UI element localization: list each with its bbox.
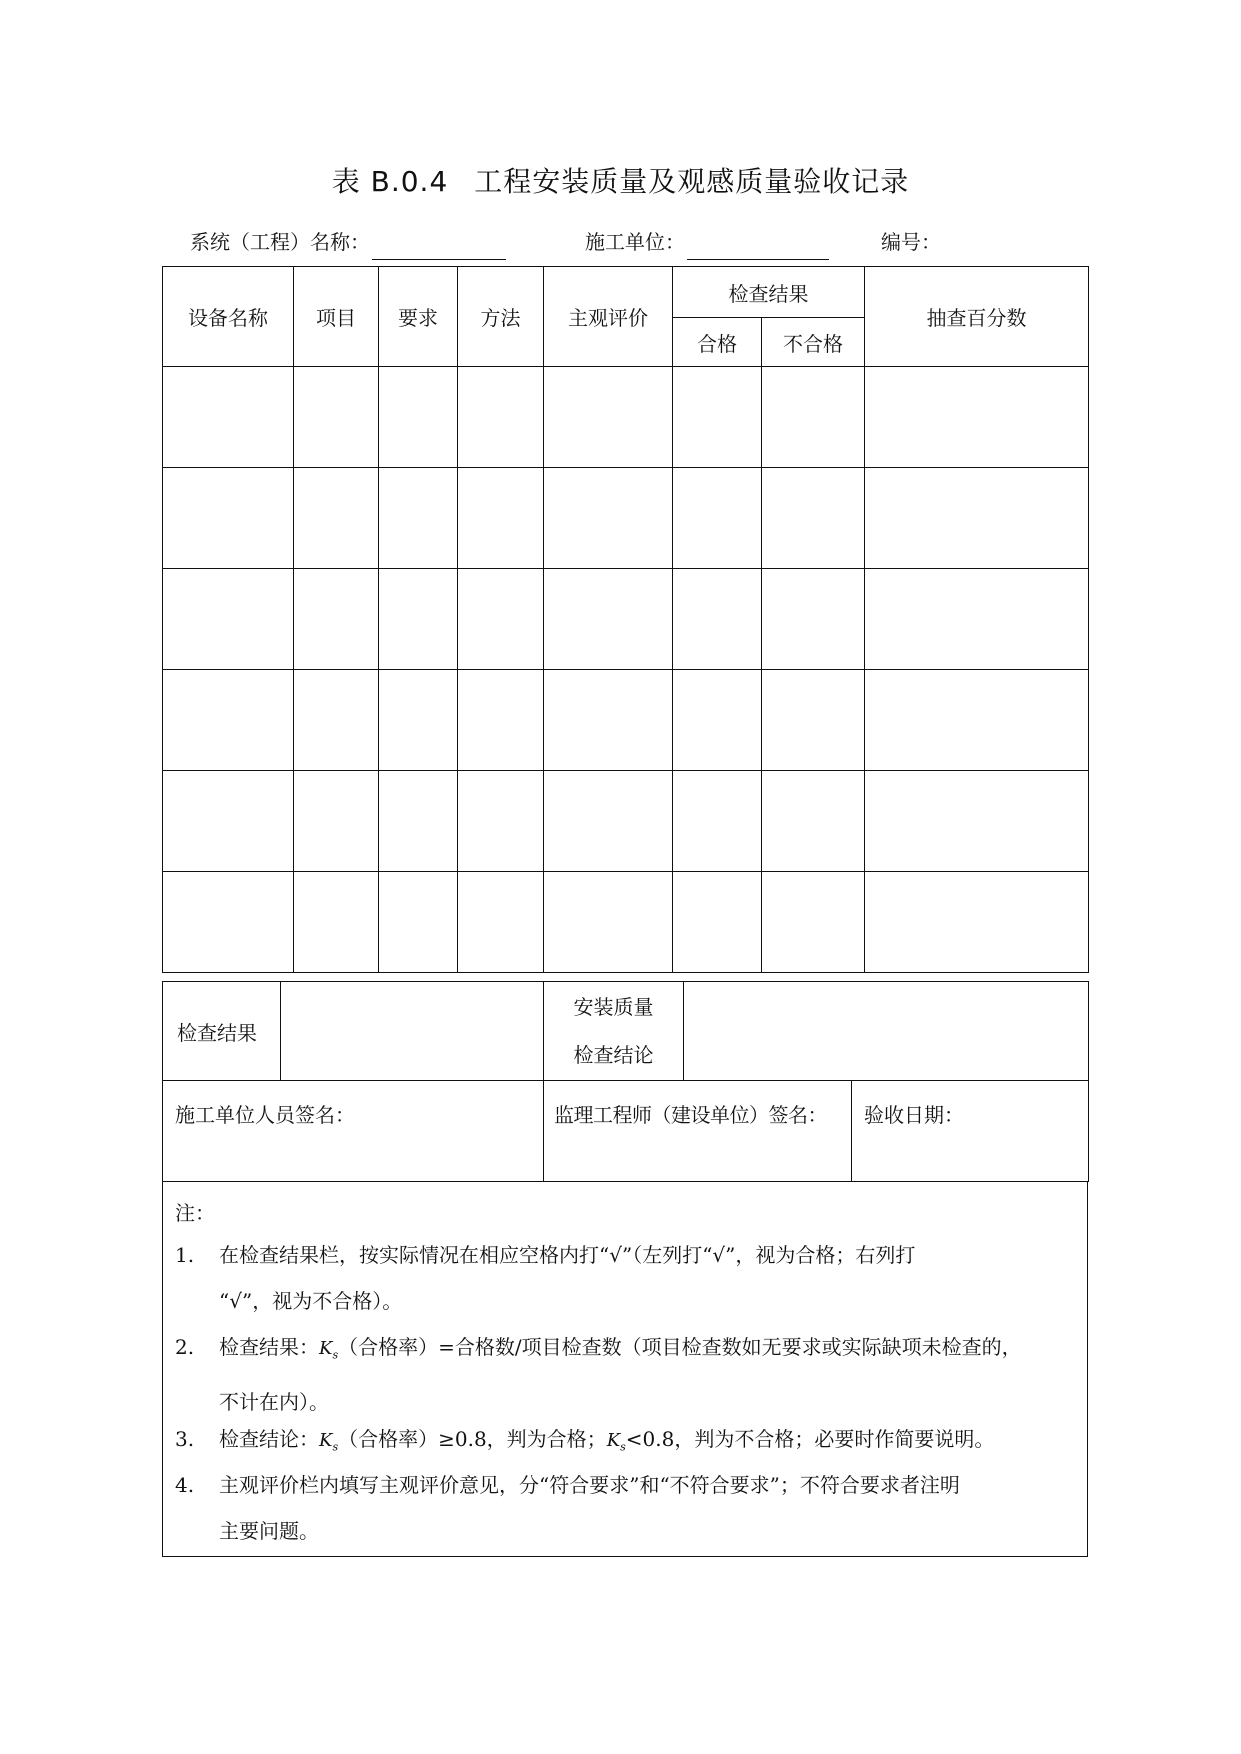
- check-result-cell[interactable]: [281, 982, 544, 1081]
- table-cell[interactable]: [458, 670, 544, 771]
- note-line: 主观评价栏内填写主观评价意见，分“符合要求”和“不符合要求”；不符合要求者注明: [219, 1473, 960, 1497]
- note-rest: （合格率）=合格数/项目检查数（项目检查数如无要求或实际缺项未检查的，: [338, 1335, 1022, 1359]
- header-check-result: 检查结果: [673, 267, 865, 318]
- table-cell[interactable]: [379, 771, 458, 872]
- table-cell[interactable]: [379, 872, 458, 973]
- note-number: 2.: [175, 1335, 195, 1359]
- table-cell[interactable]: [865, 670, 1089, 771]
- note-number: 4.: [175, 1473, 195, 1497]
- table-cell[interactable]: [163, 872, 294, 973]
- header-item: 项目: [294, 267, 379, 367]
- note-line: 在检查结果栏，按实际情况在相应空格内打“√”（左列打“√”，视为合格；右列打: [219, 1243, 916, 1267]
- note-text: [219, 1462, 1075, 1554]
- table-cell[interactable]: [294, 367, 379, 468]
- table-cell[interactable]: [294, 670, 379, 771]
- header-pass: 合格: [673, 318, 762, 367]
- table-cell[interactable]: [294, 569, 379, 670]
- install-quality-cell[interactable]: [684, 982, 1089, 1081]
- table-cell[interactable]: [294, 771, 379, 872]
- table-cell[interactable]: [865, 771, 1089, 872]
- table-cell[interactable]: [673, 872, 762, 973]
- table-cell[interactable]: [458, 367, 544, 468]
- note-text: [219, 1324, 1075, 1425]
- table-cell[interactable]: [163, 468, 294, 569]
- table-cell[interactable]: [458, 771, 544, 872]
- table-cell[interactable]: [379, 468, 458, 569]
- table-row: [163, 670, 1089, 771]
- table-cell[interactable]: [762, 367, 865, 468]
- table-cell[interactable]: [673, 468, 762, 569]
- install-quality-line-1: 安装质量: [573, 995, 654, 1019]
- table-row: [163, 872, 1089, 973]
- constructor-sign-label: 施工单位人员签名：: [175, 1103, 355, 1127]
- check-result-row: [163, 982, 1089, 1081]
- table-cell[interactable]: [865, 872, 1089, 973]
- table-cell[interactable]: [865, 569, 1089, 670]
- header-fail: 不合格: [762, 318, 865, 367]
- notes-box: [162, 1181, 1088, 1557]
- table-cell[interactable]: [762, 771, 865, 872]
- note-number: 3.: [175, 1427, 195, 1451]
- notes-heading: 注：: [175, 1201, 215, 1225]
- table-cell[interactable]: [379, 670, 458, 771]
- table-cell[interactable]: [544, 367, 673, 468]
- note-number: 1.: [175, 1243, 195, 1267]
- accept-date-label: 验收日期：: [864, 1103, 964, 1127]
- supervisor-sign-cell[interactable]: [544, 1081, 852, 1182]
- header-subjective: 主观评价: [544, 267, 673, 367]
- table-cell[interactable]: [673, 771, 762, 872]
- table-cell[interactable]: [163, 670, 294, 771]
- table-cell[interactable]: [762, 872, 865, 973]
- note-text: [219, 1232, 1075, 1324]
- system-name-label: 系统（工程）名称：: [190, 230, 370, 254]
- header-method: 方法: [458, 267, 544, 367]
- construction-unit-field: [585, 224, 829, 260]
- table-cell[interactable]: [673, 670, 762, 771]
- table-cell[interactable]: [294, 468, 379, 569]
- table-cell[interactable]: [458, 468, 544, 569]
- table-row: [163, 569, 1089, 670]
- table-cell[interactable]: [163, 569, 294, 670]
- table-code: 表 B.0.4: [331, 165, 449, 198]
- system-name-field: [190, 224, 506, 260]
- table-cell[interactable]: [379, 367, 458, 468]
- table-body: [163, 367, 1089, 973]
- table-cell[interactable]: [294, 872, 379, 973]
- construction-unit-label: 施工单位：: [585, 230, 685, 254]
- constructor-sign-cell[interactable]: [163, 1081, 544, 1182]
- note-line: [219, 1324, 1075, 1379]
- table-cell[interactable]: [762, 569, 865, 670]
- table-cell[interactable]: [379, 569, 458, 670]
- note-prefix: 检查结论：: [219, 1427, 319, 1451]
- table-cell[interactable]: [865, 468, 1089, 569]
- table-cell[interactable]: [544, 569, 673, 670]
- note-line: 不计在内）。: [219, 1389, 329, 1414]
- table-cell[interactable]: [865, 367, 1089, 468]
- supervisor-sign-label: 监理工程师（建设单位）签名：: [554, 1103, 827, 1127]
- check-result-label: 检查结果: [163, 982, 281, 1081]
- header-row-1: [163, 267, 1089, 318]
- note-prefix: 检查结果：: [219, 1335, 319, 1359]
- accept-date-cell[interactable]: [852, 1081, 1089, 1182]
- number-field: [881, 224, 941, 260]
- system-name-input[interactable]: [372, 233, 506, 260]
- inspection-table: [162, 266, 1089, 973]
- note-rest: <0.8，判为不合格；必要时作简要说明。: [625, 1427, 995, 1451]
- conclusion-table: [162, 981, 1089, 1182]
- ks-symbol: $K_s$: [319, 1430, 339, 1454]
- ks-symbol: $K_s$: [319, 1338, 339, 1362]
- table-row: [163, 468, 1089, 569]
- table-cell[interactable]: [544, 468, 673, 569]
- page-title: [0, 162, 1241, 202]
- install-quality-label: [544, 982, 684, 1081]
- table-cell[interactable]: [544, 771, 673, 872]
- table-cell[interactable]: [673, 367, 762, 468]
- construction-unit-input[interactable]: [687, 233, 829, 260]
- table-cell[interactable]: [762, 468, 865, 569]
- table-cell[interactable]: [163, 771, 294, 872]
- header-equipment: 设备名称: [163, 267, 294, 367]
- note-line: “√”，视为不合格）。: [219, 1289, 403, 1313]
- install-quality-line-2: 检查结论: [573, 1043, 654, 1067]
- table-cell[interactable]: [458, 569, 544, 670]
- table-cell[interactable]: [673, 569, 762, 670]
- table-name: 工程安装质量及观感质量验收记录: [474, 165, 910, 198]
- table-row: [163, 771, 1089, 872]
- table-cell[interactable]: [544, 872, 673, 973]
- header-percent: 抽查百分数: [865, 267, 1089, 367]
- note-line: 主要问题。: [219, 1519, 319, 1543]
- signature-row: [163, 1081, 1089, 1182]
- number-label: 编号：: [881, 230, 941, 254]
- table-cell[interactable]: [544, 670, 673, 771]
- table-cell[interactable]: [163, 367, 294, 468]
- table-cell[interactable]: [762, 670, 865, 771]
- table-cell[interactable]: [458, 872, 544, 973]
- table-row: [163, 367, 1089, 468]
- ks-symbol: $K_s$: [606, 1430, 626, 1454]
- note-mid: （合格率）≥0.8，判为合格；: [338, 1427, 607, 1451]
- header-requirement: 要求: [379, 267, 458, 367]
